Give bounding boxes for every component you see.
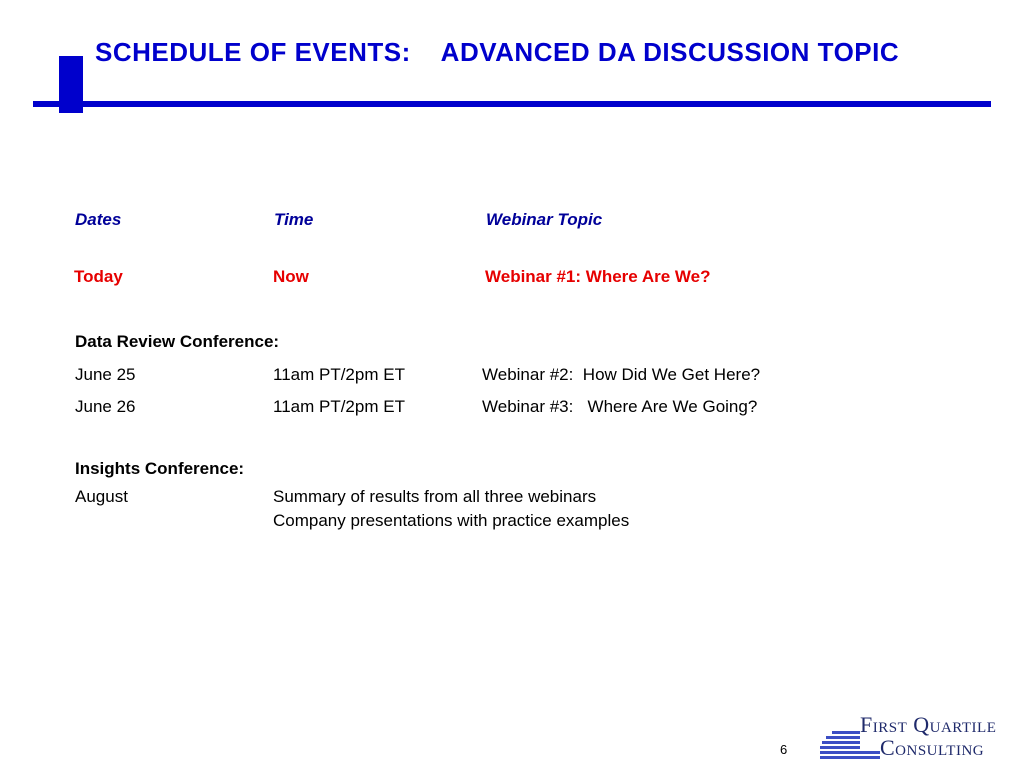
data-review-heading: Data Review Conference: xyxy=(75,332,280,351)
logo-line-first-quartile: First Quartile xyxy=(860,712,997,737)
schedule-row-topic: Webinar #2: How Did We Get Here? xyxy=(482,365,761,384)
insights-date: August xyxy=(75,487,128,506)
schedule-row-time: 11am PT/2pm ET xyxy=(273,365,405,384)
column-header-time: Time xyxy=(274,210,314,229)
today-time: Now xyxy=(273,267,309,286)
schedule-row-time: 11am PT/2pm ET xyxy=(273,397,405,416)
today-topic: Webinar #1: Where Are We? xyxy=(485,267,711,286)
today-date: Today xyxy=(74,267,123,286)
insights-heading: Insights Conference: xyxy=(75,459,245,478)
logo-line-consulting: Consulting xyxy=(880,735,985,760)
schedule-row-topic: Webinar #3: Where Are We Going? xyxy=(482,397,758,416)
schedule-row-date: June 26 xyxy=(75,397,136,416)
slide-title: SCHEDULE OF EVENTS: ADVANCED DA DISCUSSION TOPIC xyxy=(95,37,900,67)
title-underline-rule xyxy=(33,101,991,107)
insights-description-line: Company presentations with practice examples xyxy=(273,511,630,530)
column-header-dates: Dates xyxy=(75,210,122,229)
first-quartile-consulting-logo xyxy=(820,714,1022,760)
column-header-webinar-topic: Webinar Topic xyxy=(486,210,603,229)
schedule-row-date: June 25 xyxy=(75,365,136,384)
page-number: 6 xyxy=(780,742,788,757)
insights-description-line: Summary of results from all three webinars xyxy=(273,487,597,506)
